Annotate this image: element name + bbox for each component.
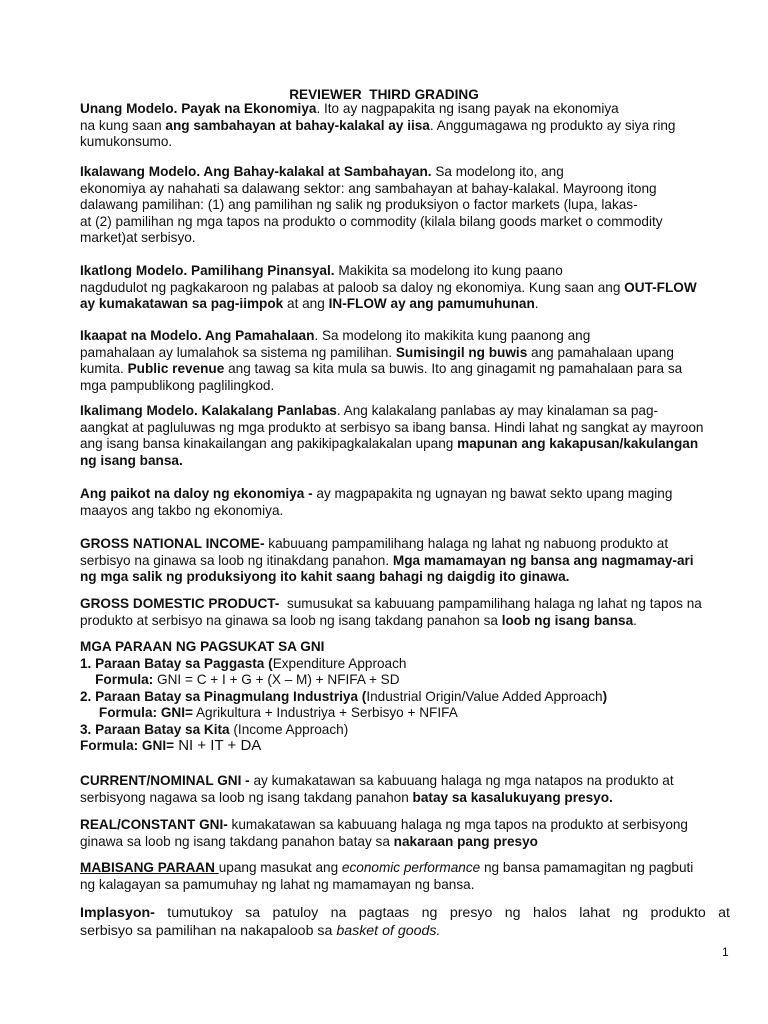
- text-line: [80, 877, 730, 894]
- text-run: serbisyo na ginawa sa loob ng itinakdang panahon.: [80, 552, 393, 568]
- text-line: [80, 486, 730, 503]
- text-run: batay sa kasalukuyang presyo.: [412, 789, 613, 805]
- text-line: [80, 378, 730, 395]
- text-line: [80, 420, 730, 437]
- text-run: pamahalaan ay lumalahok sa sistema ng pamilihan.: [80, 344, 396, 360]
- text-run: Mga mamamayan ng bansa ang nagmamay-ari: [392, 552, 694, 568]
- text-line: [80, 214, 730, 231]
- text-run: basket of goods.: [336, 922, 441, 939]
- text-line: [80, 361, 730, 378]
- text-run: loob ng isang bansa: [501, 612, 634, 628]
- text-run: Sa modelong ito, ang: [431, 164, 564, 179]
- text-run: Ikatlong Modelo. Pamilihang Pinansyal.: [80, 263, 335, 278]
- text-run: na kung saan: [80, 117, 166, 133]
- page-number: 1: [722, 945, 729, 959]
- text-run: CURRENT/NOMINAL GNI -: [80, 773, 254, 788]
- text-line: [80, 738, 730, 755]
- text-run: Ikalawang Modelo. Ang Bahay-kalakal at Sambahayan.: [80, 164, 432, 179]
- text-run: 1. Paraan Batay sa Paggasta (: [80, 655, 273, 671]
- text-line: [80, 197, 730, 214]
- text-run: GROSS NATIONAL INCOME-: [80, 536, 265, 551]
- text-run: [80, 705, 99, 720]
- text-line: [80, 553, 730, 570]
- text-run: Unang Modelo. Payak na Ekonomiya: [80, 101, 317, 116]
- text-run: . Ang kalakalang panlabas ay may kinalaman sa pag-: [336, 403, 659, 418]
- text-run: produkto at serbisyo na ginawa sa loob ng isang takdang panahon sa: [80, 612, 502, 628]
- text-run: Makikita sa modelong ito kung paano: [334, 263, 563, 278]
- text-run: Ang paikot na daloy ng ekonomiya -: [80, 486, 317, 501]
- text-run: REAL/CONSTANT GNI-: [80, 817, 228, 832]
- text-line: [80, 403, 730, 420]
- paragraph-unang-modelo: [80, 101, 730, 151]
- text-line: [80, 923, 730, 941]
- text-run: MGA PARAAN NG PAGSUKAT SA GNI: [80, 639, 325, 654]
- text-run: ang isang bansa kinakailangan ang pakikipagkalakalan upang: [80, 436, 458, 451]
- text-line: [80, 436, 730, 453]
- text-line: [80, 134, 730, 151]
- text-run: dalawang pamilihan: (1) ang pamilihan ng salik ng produksiyon o factor markets (lupa, lakas-: [80, 197, 638, 212]
- text-run: maayos ang takbo ng ekonomiya.: [80, 502, 284, 518]
- text-run: tumutukoy sa patuloy na pagtaas ng presyo ng halos lahat ng produkto at: [154, 905, 730, 921]
- text-run: serbisyong nagawa sa loob ng isang takdang panahon: [80, 789, 413, 805]
- text-run: mga pampublikong paglilingkod.: [80, 377, 275, 393]
- text-run: IN-FLOW ay ang pamumuhunan: [328, 296, 535, 311]
- text-run: ): [602, 688, 608, 704]
- paragraph-paraan-ng-pagsukat: [80, 639, 730, 755]
- text-run: .: [534, 296, 539, 311]
- text-run: ang tawag sa kita mula sa buwis. Ito ang ginagamit ng pamahalaan para sa: [224, 361, 683, 376]
- text-run: kabuuang pampamilihang halaga ng lahat ng nabuong produkto at: [264, 536, 669, 551]
- text-run: Agrikultura + Industriya + Serbisyo + NFIFA: [192, 705, 458, 720]
- text-run: Formula:: [95, 672, 154, 687]
- text-line: [80, 164, 730, 181]
- paragraph-paikot-na-daloy: [80, 486, 730, 519]
- text-run: OUT-FLOW: [624, 279, 697, 295]
- text-run: Implasyon-: [80, 905, 155, 921]
- text-run: 2. Paraan Batay sa Pinagmulang Industriya (: [80, 688, 367, 704]
- text-run: upang masukat ang: [218, 860, 342, 875]
- text-run: ginawa sa loob ng isang takdang panahon batay sa: [80, 833, 394, 849]
- text-run: ng kalagayan sa pamumuhay ng lahat ng mamamayan ng bansa.: [80, 876, 475, 892]
- text-line: [80, 773, 730, 790]
- text-line: [80, 345, 730, 362]
- text-line: [80, 613, 730, 630]
- text-run: kumita.: [80, 361, 128, 376]
- text-run: ay kumakatawan sa kabuuang halaga ng mga natapos na produkto at: [253, 773, 674, 788]
- text-run: ang pamahalaan upang: [527, 344, 674, 360]
- text-run: sumusukat sa kabuuang pampamilihang halaga ng lahat ng tapos na: [279, 596, 702, 611]
- text-run: at ang: [283, 296, 329, 311]
- text-run: ng isang bansa.: [80, 452, 183, 468]
- text-line: [80, 181, 730, 198]
- page-title: REVIEWER THIRD GRADING: [289, 87, 479, 102]
- text-run: ay kumakatawan sa pag-iimpok: [80, 296, 284, 311]
- text-run: . Ito ay nagpapakita ng isang payak na ekonomiya: [316, 101, 619, 116]
- text-line: [80, 639, 730, 656]
- text-line: [80, 689, 730, 706]
- paragraph-real-constant-gni: [80, 817, 730, 850]
- text-run: market)at serbisyo.: [80, 230, 196, 245]
- text-run: Formula: GNI=: [80, 738, 175, 753]
- paragraph-mabisang-paraan: [80, 860, 730, 893]
- text-line: [80, 230, 730, 247]
- text-run: Public revenue: [127, 361, 225, 376]
- text-line: [80, 656, 730, 673]
- text-line: [80, 263, 730, 280]
- paragraph-implasyon: [80, 905, 730, 940]
- text-run: aangkat at pagluluwas ng mga produkto at serbisyo sa ibang bansa. Hindi lahat ng sangkat ay mayroon: [80, 419, 704, 435]
- text-run: economic performance: [341, 860, 481, 875]
- text-run: Industrial Origin/Value Added Approach: [366, 688, 603, 704]
- text-run: Sumisingil ng buwis: [395, 344, 528, 360]
- text-run: Formula: GNI=: [98, 705, 193, 720]
- text-run: ng bansa pamamagitan ng pagbuti: [480, 860, 694, 875]
- paragraph-ikaapat-na-modelo: [80, 328, 730, 394]
- text-run: GNI = C + I + G + (X – M) + NFIFA + SD: [153, 672, 400, 687]
- text-line: [80, 817, 730, 834]
- text-run: nakaraan pang presyo: [393, 833, 538, 849]
- text-run: Expenditure Approach: [272, 655, 407, 671]
- text-line: [80, 672, 730, 689]
- paragraph-ikalimang-modelo: [80, 403, 730, 469]
- text-line: [80, 790, 730, 807]
- text-run: [80, 672, 95, 687]
- text-line: [80, 834, 730, 851]
- paragraph-gross-national-income: [80, 536, 730, 586]
- paragraph-current-nominal-gni: [80, 773, 730, 806]
- text-line: [80, 503, 730, 520]
- text-line: [80, 705, 730, 722]
- text-run: Ikalimang Modelo. Kalakalang Panlabas: [80, 403, 337, 418]
- text-run: 3. Paraan Batay sa Kita: [80, 721, 230, 737]
- text-run: (Income Approach): [229, 721, 349, 737]
- paragraph-ikatlong-modelo: [80, 263, 730, 313]
- text-line: [80, 722, 730, 739]
- text-run: . Sa modelong ito makikita kung paanong ang: [314, 328, 591, 343]
- text-run: MABISANG PARAAN: [80, 860, 219, 875]
- text-line: [80, 101, 730, 118]
- text-run: serbisyo sa pamilihan na nakapaloob sa: [80, 922, 337, 939]
- text-run: ng mga salik ng produksiyong ito kahit saang bahagi ng daigdig ito ginawa.: [80, 569, 570, 584]
- text-run: . Anggumagawa ng produkto ay siya ring: [429, 117, 676, 133]
- text-line: [80, 905, 730, 923]
- text-line: [80, 280, 730, 297]
- text-line: [80, 596, 730, 613]
- text-run: GROSS DOMESTIC PRODUCT-: [80, 596, 280, 611]
- text-line: [80, 536, 730, 553]
- text-run: mapunan ang kakapusan/kakulangan: [457, 436, 699, 451]
- paragraph-ikalawang-modelo: [80, 164, 730, 247]
- text-run: ay magpapakita ng ugnayan ng bawat sekto upang maging: [316, 486, 673, 501]
- text-run: Ikaapat na Modelo. Ang Pamahalaan: [80, 328, 315, 343]
- text-run: .: [633, 612, 637, 628]
- text-run: at (2) pamilihan ng mga tapos na produkto o commodity (kilala bilang goods market o commodity: [80, 213, 663, 229]
- text-line: [80, 118, 730, 135]
- text-line: [80, 860, 730, 877]
- text-line: [80, 296, 730, 313]
- text-run: NI + IT + DA: [174, 737, 262, 754]
- text-line: [80, 453, 730, 470]
- text-run: nagdudulot ng pagkakaroon ng palabas at paloob sa daloy ng ekonomiya. Kung saan ang: [80, 279, 625, 295]
- text-run: ekonomiya ay nahahati sa dalawang sektor: ang sambahayan at bahay-kalakal. Mayroong itong: [80, 180, 657, 196]
- text-run: kumakatawan sa kabuuang halaga ng mga tapos na produkto at serbisyong: [227, 817, 688, 832]
- text-run: ang sambahayan at bahay-kalakal ay iisa: [165, 117, 430, 133]
- paragraph-gross-domestic-product: [80, 596, 730, 629]
- text-line: [80, 328, 730, 345]
- text-line: [80, 569, 730, 586]
- text-run: kumukonsumo.: [80, 134, 173, 149]
